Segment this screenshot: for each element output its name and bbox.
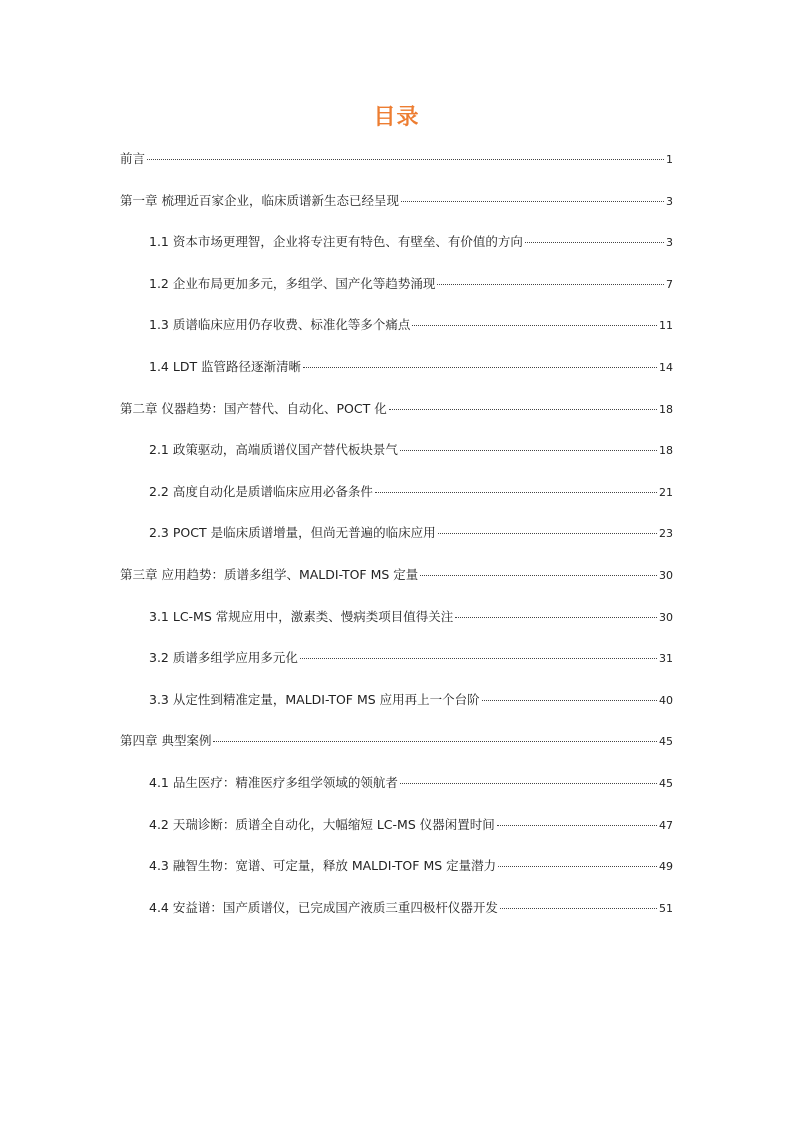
- toc-entry[interactable]: [120, 231, 673, 273]
- toc-leader: [389, 409, 657, 410]
- toc-leader: [525, 242, 664, 243]
- toc-leader: [497, 825, 657, 826]
- toc-leader: [455, 617, 657, 618]
- toc-entry-page: 45: [659, 776, 673, 790]
- toc-entry-page: 31: [659, 652, 673, 666]
- toc-leader: [482, 700, 657, 701]
- toc-leader: [500, 908, 657, 909]
- toc-entry-text: 4.4 安益谱：国产质谱仪，已完成国产液质三重四极杆仪器开发: [149, 899, 498, 915]
- toc-entry-page: 3: [666, 194, 673, 208]
- toc-list: [120, 148, 673, 938]
- toc-entry[interactable]: [120, 439, 673, 481]
- toc-entry-page: 1: [666, 153, 673, 166]
- toc-entry-page: 47: [659, 818, 673, 832]
- toc-entry-page: 49: [659, 860, 673, 874]
- toc-entry-page: 51: [659, 901, 673, 915]
- toc-entry[interactable]: [120, 356, 673, 398]
- toc-entry-page: 23: [659, 527, 673, 541]
- toc-entry[interactable]: [120, 314, 673, 356]
- toc-entry-page: 7: [666, 277, 673, 291]
- toc-entry-page: 45: [659, 735, 673, 749]
- toc-entry[interactable]: [120, 814, 673, 856]
- toc-entry-text: 2.1 政策驱动，高端质谱仪国产替代板块景气: [149, 442, 398, 458]
- toc-entry-text: 第一章 梳理近百家企业，临床质谱新生态已经呈现: [120, 192, 399, 208]
- toc-entry[interactable]: [120, 273, 673, 315]
- toc-entry-text: 2.2 高度自动化是质谱临床应用必备条件: [149, 483, 373, 499]
- toc-entry[interactable]: [120, 606, 673, 648]
- toc-entry[interactable]: [120, 190, 673, 232]
- toc-entry[interactable]: [120, 855, 673, 897]
- toc-entry-text: 第三章 应用趋势：质谱多组学、MALDI-TOF MS 定量: [120, 566, 419, 582]
- toc-leader: [401, 201, 664, 202]
- toc-entry-text: 4.3 融智生物：宽谱、可定量，释放 MALDI-TOF MS 定量潜力: [149, 858, 497, 874]
- toc-entry-text: 1.2 企业布局更加多元，多组学、国产化等趋势涌现: [149, 275, 436, 291]
- toc-entry-page: 11: [659, 319, 673, 333]
- toc-entry-page: 30: [659, 610, 673, 624]
- toc-entry-page: 21: [659, 485, 673, 499]
- toc-entry-text: 3.1 LC-MS 常规应用中，激素类、慢病类项目值得关注: [149, 608, 454, 624]
- toc-leader: [375, 492, 657, 493]
- toc-entry-text: 前言: [120, 151, 146, 166]
- toc-entry-text: 1.1 资本市场更理智，企业将专注更有特色、有壁垒、有价值的方向: [149, 234, 523, 250]
- toc-entry[interactable]: [120, 647, 673, 689]
- toc-entry[interactable]: [120, 148, 673, 190]
- toc-leader: [213, 741, 657, 742]
- toc-leader: [300, 658, 657, 659]
- toc-entry-page: 18: [659, 402, 673, 416]
- toc-entry-page: 40: [659, 693, 673, 707]
- toc-entry-text: 3.3 从定性到精准定量，MALDI-TOF MS 应用再上一个台阶: [149, 691, 480, 707]
- toc-entry-page: 3: [666, 236, 673, 250]
- toc-entry[interactable]: [120, 689, 673, 731]
- toc-leader: [438, 533, 657, 534]
- toc-entry-text: 第四章 典型案例: [120, 733, 212, 749]
- toc-leader: [303, 367, 657, 368]
- toc-leader: [437, 284, 664, 285]
- toc-leader: [400, 783, 657, 784]
- toc-entry[interactable]: [120, 564, 673, 606]
- toc-leader: [498, 866, 657, 867]
- toc-leader: [147, 159, 664, 160]
- toc-entry[interactable]: [120, 398, 673, 440]
- toc-entry-text: 1.3 质谱临床应用仍存收费、标准化等多个痛点: [149, 317, 411, 333]
- toc-entry-page: 14: [659, 360, 673, 374]
- toc-entry-text: 1.4 LDT 监管路径逐渐清晰: [149, 358, 302, 374]
- toc-entry[interactable]: [120, 772, 673, 814]
- toc-leader: [420, 575, 657, 576]
- toc-leader: [400, 450, 657, 451]
- toc-entry[interactable]: [120, 897, 673, 939]
- toc-entry[interactable]: [120, 481, 673, 523]
- toc-leader: [412, 325, 657, 326]
- toc-entry-text: 2.3 POCT 是临床质谱增量，但尚无普遍的临床应用: [149, 525, 436, 541]
- toc-entry-text: 4.2 天瑞诊断：质谱全自动化，大幅缩短 LC-MS 仪器闲置时间: [149, 816, 495, 832]
- toc-entry[interactable]: [120, 730, 673, 772]
- toc-entry-page: 18: [659, 444, 673, 458]
- toc-title: 目录: [373, 105, 420, 130]
- toc-entry-page: 30: [659, 568, 673, 582]
- toc-entry[interactable]: [120, 522, 673, 564]
- toc-entry-text: 3.2 质谱多组学应用多元化: [149, 650, 298, 666]
- toc-entry-text: 4.1 品生医疗：精准医疗多组学领域的领航者: [149, 774, 398, 790]
- toc-entry-text: 第二章 仪器趋势：国产替代、自动化、POCT 化: [120, 400, 387, 416]
